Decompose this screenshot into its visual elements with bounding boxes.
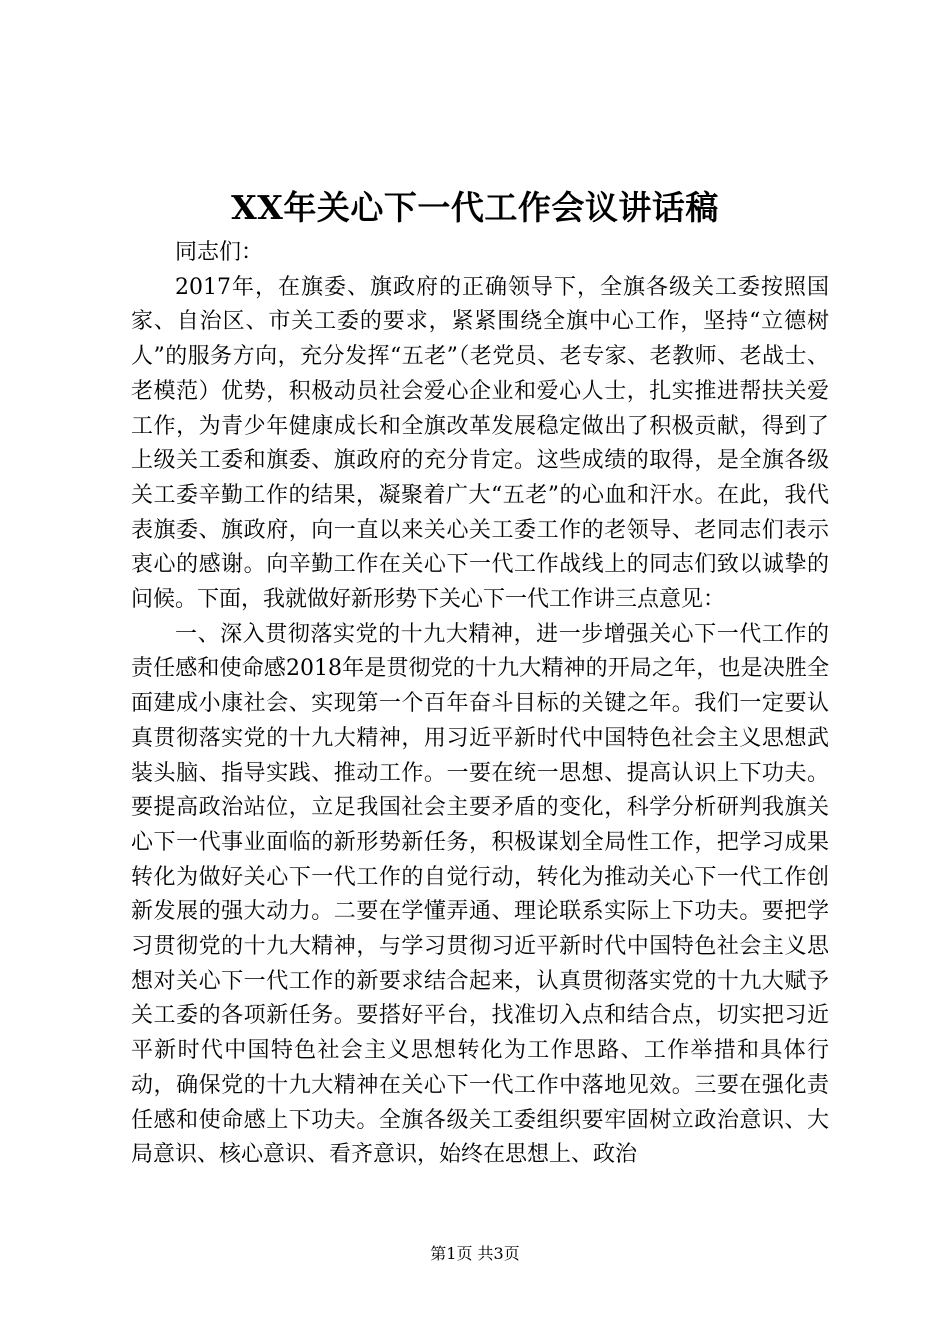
paragraph-section-one: 一、深入贯彻落实党的十九大精神，进一步增强关心下一代工作的责任感和使命感2018年是贯彻党的十九大精神的开局之年，也是决胜全面建成小康社会、实现第一个百年奋斗目标的关键之年。我们一定要认真贯彻落实党的十九大精神，用习近平新时代中国特色社会主义思想武装头脑、指导实践、推动工作。一要在统一思想、提高认识上下功夫。要提高政治站位，立足我国社会主要矛盾的变化，科学分析研判我旗关心下一代事业面临的新形势新任务，积极谋划全局性工作，把学习成果转化为做好关心下一代工作的自觉行动，转化为推动关心下一代工作创新发展的强大动力。二要在学懂弄通、理论联系实际上下功夫。要把学习贯彻党的十九大精神，与学习贯彻习近平新时代中国特色社会主义思想对关心下一代工作的新要求结合起来，认真贯彻落实党的十九大赋予关工委的各项新任务。要搭好平台，找准切入点和结合点，切实把习近平新时代中国特色社会主义思想转化为工作思路、工作举措和具体行动，确保党的十九大精神在关心下一代工作中落地见效。三要在强化责任感和使命感上下功夫。全旗各级关工委组织要牢固树立政治意识、大局意识、核心意识、看齐意识，始终在思想上、政治 (131, 621, 829, 1168)
page-footer: 第1页 共3页 (430, 1244, 520, 1263)
paragraph-intro: 2017年，在旗委、旗政府的正确领导下，全旗各级关工委按照国家、自治区、市关工委的要求，紧紧围绕全旗中心工作，坚持“立德树人”的服务方向，充分发挥“五老”（老党员、老专家、老教师、老战士、老模范）优势，积极动员社会爱心企业和爱心人士，扎实推进帮扶关爱工作，为青少年健康成长和全旗改革发展稳定做出了积极贡献，得到了上级关工委和旗委、旗政府的充分肯定。这些成绩的取得，是全旗各级关工委辛勤工作的结果，凝聚着广大“五老”的心血和汗水。在此，我代表旗委、旗政府，向一直以来关心关工委工作的老领导、老同志们表示衷心的感谢。向辛勤工作在关心下一代工作战线上的同志们致以诚挚的问候。下面，我就做好新形势下关心下一代工作讲三点意见： (131, 274, 829, 613)
document-body (131, 236, 829, 1173)
salutation: 同志们： (175, 240, 264, 265)
document-title: XX年关心下一代工作会议讲话稿 (231, 188, 719, 227)
